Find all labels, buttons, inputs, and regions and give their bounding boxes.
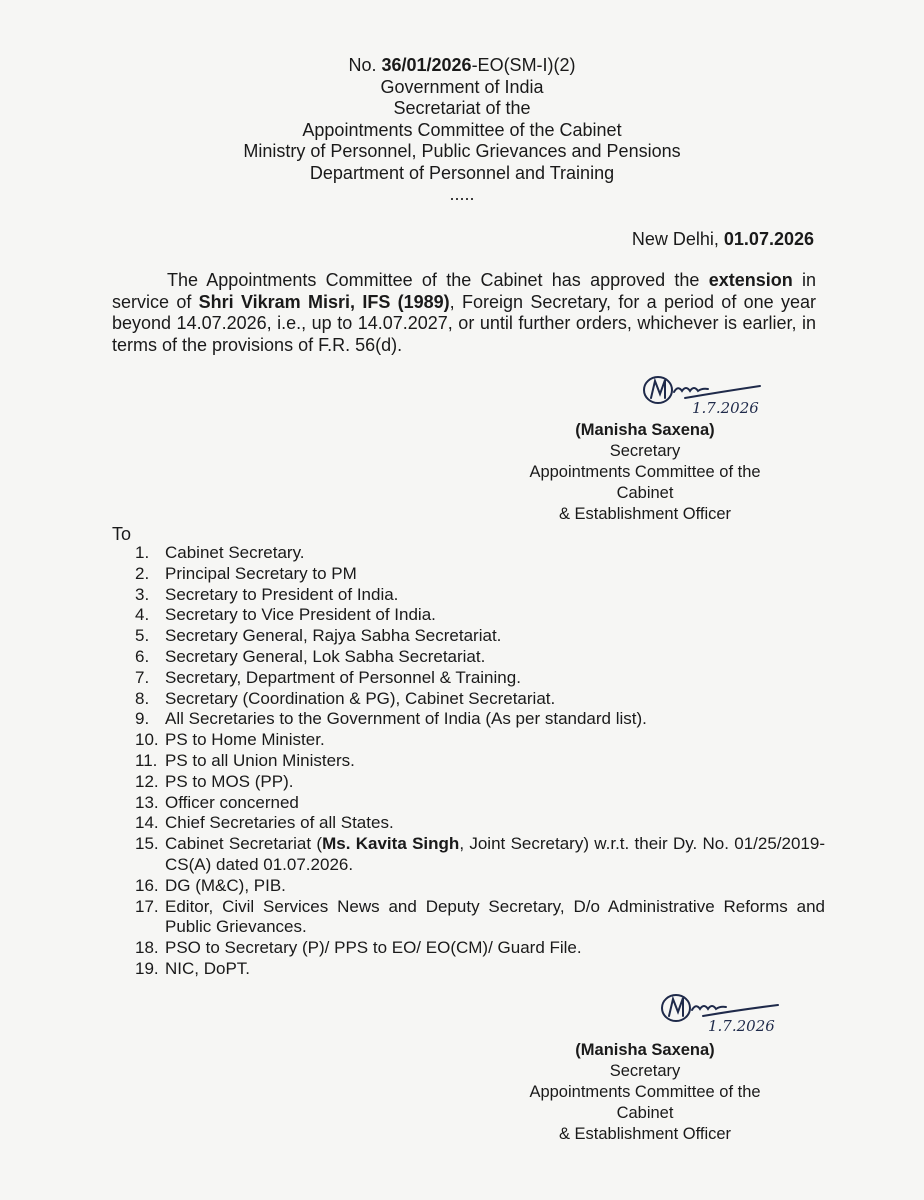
body-part-3: , Foreign Secretary, for a period of one year beyond 14.07.2026, i.e., up to 14.07.2027, or until further orders, whichever is earlier, in terms of the provisions of F.R. 56(d). bbox=[112, 291, 816, 355]
item-number: 2. bbox=[135, 563, 150, 583]
item-text: Editor, Civil Services News and Deputy Secretary, D/o Administrative Reforms and Public Grievances. bbox=[165, 896, 825, 937]
distribution-item bbox=[135, 959, 825, 980]
signatory-name-2: (Manisha Saxena) bbox=[575, 1041, 715, 1059]
item-text-pre: Cabinet Secretariat ( bbox=[165, 834, 323, 854]
item-text-bold: Ms. Kavita Singh bbox=[322, 834, 460, 854]
item-text: DG (M&C), PIB. bbox=[165, 875, 286, 895]
item-number: 17. bbox=[135, 896, 159, 916]
item-number: 14. bbox=[135, 813, 159, 833]
ref-number-bold: 36/01/2026 bbox=[381, 55, 472, 75]
item-text: Cabinet Secretary. bbox=[165, 543, 305, 562]
signatory-name: (Manisha Saxena) bbox=[575, 421, 715, 439]
distribution-item bbox=[135, 834, 825, 876]
distribution-item bbox=[135, 689, 825, 710]
distribution-item bbox=[135, 876, 825, 897]
signatory-org-2: Appointments Committee of the Cabinet bbox=[529, 1083, 761, 1122]
handwritten-signature-2 bbox=[658, 988, 838, 1040]
body-part-2: in service of bbox=[112, 270, 816, 312]
separator-dots: ..... bbox=[449, 184, 475, 204]
signatory-title: Secretary bbox=[609, 442, 681, 460]
department-line: Department of Personnel and Training bbox=[309, 162, 615, 183]
signatory-role-2: & Establishment Officer bbox=[558, 1125, 732, 1143]
item-text bbox=[165, 834, 825, 876]
item-text: PS to all Union Ministers. bbox=[165, 750, 355, 770]
item-number: 3. bbox=[135, 584, 150, 604]
distribution-item bbox=[135, 564, 825, 585]
distribution-item bbox=[135, 626, 825, 647]
distribution-item bbox=[135, 793, 825, 814]
signatory-org: Appointments Committee of the Cabinet bbox=[529, 463, 761, 502]
distribution-item bbox=[135, 730, 825, 751]
distribution-item bbox=[135, 605, 825, 626]
government-line: Government of India bbox=[380, 76, 544, 97]
order-date: 01.07.2026 bbox=[723, 229, 814, 249]
officer-name: Shri Vikram Misri, IFS (1989) bbox=[198, 291, 450, 312]
distribution-item bbox=[135, 668, 825, 689]
item-text: Secretary General, Rajya Sabha Secretariat. bbox=[165, 626, 502, 646]
item-text: Secretary to Vice President of India. bbox=[165, 605, 436, 625]
item-text: PSO to Secretary (P)/ PPS to EO/ EO(CM)/ Guard File. bbox=[165, 938, 582, 958]
item-number: 6. bbox=[135, 646, 150, 666]
item-text: Principal Secretary to PM bbox=[165, 563, 357, 583]
item-number: 7. bbox=[135, 667, 150, 687]
signatory-role: & Establishment Officer bbox=[558, 505, 732, 523]
item-text: Officer concerned bbox=[165, 792, 299, 812]
distribution-item bbox=[135, 938, 825, 959]
distribution-item bbox=[135, 751, 825, 772]
item-number: 11. bbox=[135, 750, 158, 770]
ministry-line: Ministry of Personnel, Public Grievances and Pensions bbox=[243, 141, 681, 161]
handwritten-signature-1 bbox=[640, 368, 820, 420]
item-text: Chief Secretaries of all States. bbox=[165, 813, 394, 833]
signatory-title-2: Secretary bbox=[609, 1062, 681, 1080]
item-number: 18. bbox=[135, 938, 159, 958]
signature-date-2: 1.7.2026 bbox=[708, 1017, 775, 1035]
distribution-item bbox=[135, 897, 825, 939]
place: New Delhi, bbox=[631, 229, 724, 249]
item-text: Secretary, Department of Personnel & Training. bbox=[165, 667, 521, 687]
ref-suffix: -EO(SM-I)(2) bbox=[471, 55, 576, 75]
secretariat-line: Secretariat of the bbox=[393, 98, 531, 118]
item-text: NIC, DoPT. bbox=[165, 958, 251, 978]
distribution-item bbox=[135, 647, 825, 668]
item-number: 15. bbox=[135, 834, 159, 854]
distribution-item bbox=[135, 543, 825, 564]
item-number: 1. bbox=[135, 543, 150, 562]
item-text: All Secretaries to the Government of India (As per standard list). bbox=[165, 709, 647, 729]
to-label: To bbox=[112, 524, 132, 544]
body-part-1: The Appointments Committee of the Cabinet has approved the bbox=[167, 270, 709, 290]
distribution-item bbox=[135, 813, 825, 834]
signature-date-1: 1.7.2026 bbox=[692, 399, 759, 417]
distribution-list bbox=[135, 543, 825, 980]
dateline bbox=[632, 229, 814, 250]
item-number: 4. bbox=[135, 605, 150, 625]
committee-line: Appointments Committee of the Cabinet bbox=[302, 119, 622, 140]
ref-prefix: No. bbox=[348, 55, 382, 75]
item-number: 9. bbox=[135, 709, 150, 729]
item-text-post: , Joint Secretary) w.r.t. their Dy. No. 01/25/2019-CS(A) dated 01.07.2026. bbox=[165, 834, 826, 874]
letterhead bbox=[0, 55, 924, 206]
item-number: 19. bbox=[135, 958, 159, 978]
item-number: 8. bbox=[135, 688, 150, 708]
reference-number bbox=[0, 55, 924, 77]
order-body bbox=[112, 270, 816, 356]
item-text: Secretary General, Lok Sabha Secretariat. bbox=[165, 646, 486, 666]
item-text: PS to Home Minister. bbox=[165, 730, 325, 750]
item-number: 5. bbox=[135, 626, 150, 646]
distribution-item bbox=[135, 585, 825, 606]
body-bold-extension: extension bbox=[708, 270, 793, 290]
item-number: 16. bbox=[135, 875, 159, 895]
item-text: Secretary to President of India. bbox=[165, 584, 399, 604]
item-number: 13. bbox=[135, 792, 159, 812]
item-number: 12. bbox=[135, 771, 159, 791]
item-text: Secretary (Coordination & PG), Cabinet Secretariat. bbox=[165, 688, 556, 708]
signature-block-2 bbox=[500, 1040, 790, 1145]
item-text: PS to MOS (PP). bbox=[165, 771, 294, 791]
distribution-item bbox=[135, 772, 825, 793]
item-number: 10. bbox=[135, 730, 159, 750]
signature-block-1 bbox=[500, 420, 790, 525]
distribution-item bbox=[135, 709, 825, 730]
